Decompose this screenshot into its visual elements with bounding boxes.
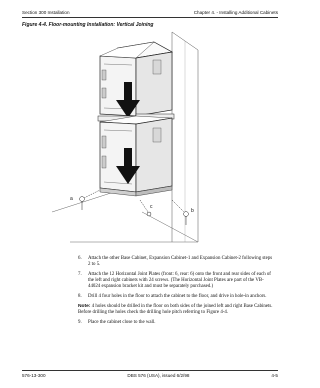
- header-rule: [22, 17, 278, 18]
- note: [78, 304, 273, 316]
- step-text: Place the cabinet close to the wall.: [88, 320, 156, 325]
- lower-cabinet: [100, 116, 172, 196]
- note-text: 4 holes should be drilled in the floor on both sides of the joined left and right Base Cabinets. Before drilling the holes check the drilling hole pitch referring to Figure 4-4.: [78, 304, 273, 315]
- floor: [52, 192, 198, 242]
- instructions: [78, 256, 273, 330]
- callout-a: a: [70, 196, 73, 202]
- callout-b: b: [191, 208, 194, 214]
- wall: [172, 32, 198, 242]
- step-8: [78, 294, 273, 300]
- footer-page-number: 4-5: [271, 373, 278, 378]
- step-text: Attach the other Base Cabinet, Expansion Cabinet-1 and Expansion Cabinet-2 following steps 2 to 5.: [88, 256, 273, 267]
- footer-issue: DBS 576 (USA), issued 6/2/98: [127, 373, 190, 378]
- footer-doc-number: 576-13-300: [22, 373, 46, 378]
- header-section: Section 300 Installation: [22, 10, 70, 15]
- step-number: 6.: [78, 256, 82, 261]
- step-number: 9.: [78, 320, 82, 325]
- step-text: Attach the 12 Horizontal Joint Plates (front: 6, rear: 6) onto the front and rear sides of each of the left and right cabinets with 24 screws. (The Horizontal Joint Plates are part of the VB-44024 expansion bracket kit and must be separately purchased.): [88, 272, 271, 289]
- cabinet-diagram: [22, 30, 278, 250]
- note-label: Note:: [78, 304, 91, 309]
- step-9: [78, 320, 273, 326]
- footer-rule: [22, 370, 278, 371]
- step-number: 8.: [78, 294, 82, 299]
- step-6: [78, 256, 273, 268]
- page-header: [22, 10, 278, 15]
- step-7: [78, 272, 273, 290]
- page-footer: [22, 373, 278, 378]
- header-chapter: Chapter 4. - Installing Additional Cabinets: [193, 10, 278, 15]
- figure-title: Figure 4-4. Floor-mounting Installation: Vertical Joining: [22, 22, 154, 28]
- step-number: 7.: [78, 272, 82, 277]
- figure-illustration: [22, 30, 278, 250]
- callout-c: c: [150, 204, 153, 210]
- step-text: Drill 4 four holes in the floor to attach the cabinet to the floor, and drive in hole-in anchors.: [88, 294, 267, 299]
